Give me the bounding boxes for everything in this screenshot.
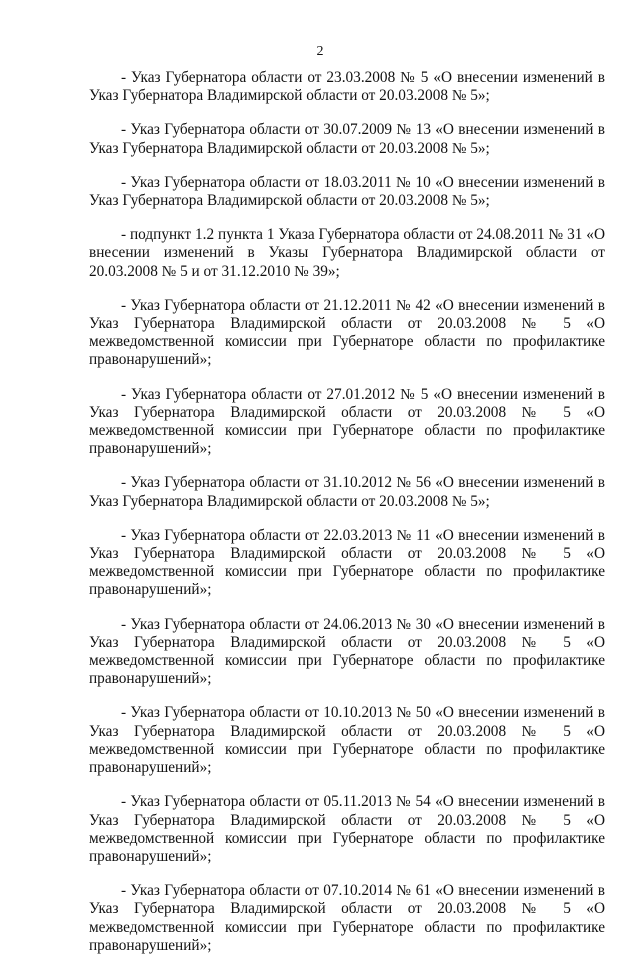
list-item: - Указ Губернатора области от 05.11.2013 № 54 «О внесении изменений в Указ Губернатора Владимирской области от 20.03.2008 № 5 «О межведомственной комиссии при Губернаторе области по профилактике правонарушений»; — [89, 793, 605, 865]
list-item: - Указ Губернатора области от 07.10.2014 № 61 «О внесении изменений в Указ Губернатора Владимирской области от 20.03.2008 № 5 «О межведомственной комиссии при Губернаторе области по профилактике правонарушений»; — [89, 882, 605, 954]
list-item: - Указ Губернатора области от 24.06.2013 № 30 «О внесении изменений в Указ Губернатора Владимирской области от 20.03.2008 № 5 «О межведомственной комиссии при Губернаторе области по профилактике правонарушений»; — [89, 615, 605, 688]
list-item: - Указ Губернатора области от 10.10.2013 № 50 «О внесении изменений в Указ Губернатора Владимирской области от 20.03.2008 № 5 «О межведомственной комиссии при Губернаторе области по профилактике правонарушений»; — [89, 704, 605, 777]
list-item: - Указ Губернатора области от 23.03.2008 № 5 «О внесении изменений в Указ Губернатора Владимирской области от 20.03.2008 № 5»; — [89, 69, 605, 105]
decree-list — [89, 69, 605, 971]
list-item: - Указ Губернатора области от 18.03.2011 № 10 «О внесении изменений в Указ Губернатора Владимирской области от 20.03.2008 № 5»; — [89, 173, 605, 210]
list-item: - Указ Губернатора области от 21.12.2011 № 42 «О внесении изменений в Указ Губернатора Владимирской области от 20.03.2008 № 5 «О межведомственной комиссии при Губернаторе области по профилактике правонарушений»; — [89, 296, 605, 369]
list-item: - Указ Губернатора области от 31.10.2012 № 56 «О внесении изменений в Указ Губернатора Владимирской области от 20.03.2008 № 5»; — [89, 474, 605, 510]
list-item: - Указ Губернатора области от 27.01.2012 № 5 «О внесении изменений в Указ Губернатора Владимирской области от 20.03.2008 № 5 «О межведомственной комиссии при Губернаторе области по профилактике правонарушений»; — [89, 385, 605, 458]
list-item: - подпункт 1.2 пункта 1 Указа Губернатора области от 24.08.2011 № 31 «О внесении изменений в Указы Губернатора Владимирской области от 20.03.2008 № 5 и от 31.12.2010 № 39»; — [89, 226, 605, 280]
page-number: 2 — [316, 44, 324, 59]
list-item: - Указ Губернатора области от 30.07.2009 № 13 «О внесении изменений в Указ Губернатора Владимирской области от 20.03.2008 № 5»; — [89, 121, 605, 157]
list-item: - Указ Губернатора области от 22.03.2013 № 11 «О внесении изменений в Указ Губернатора Владимирской области от 20.03.2008 № 5 «О межведомственной комиссии при Губернаторе области по профилактике правонарушений»; — [89, 526, 605, 599]
